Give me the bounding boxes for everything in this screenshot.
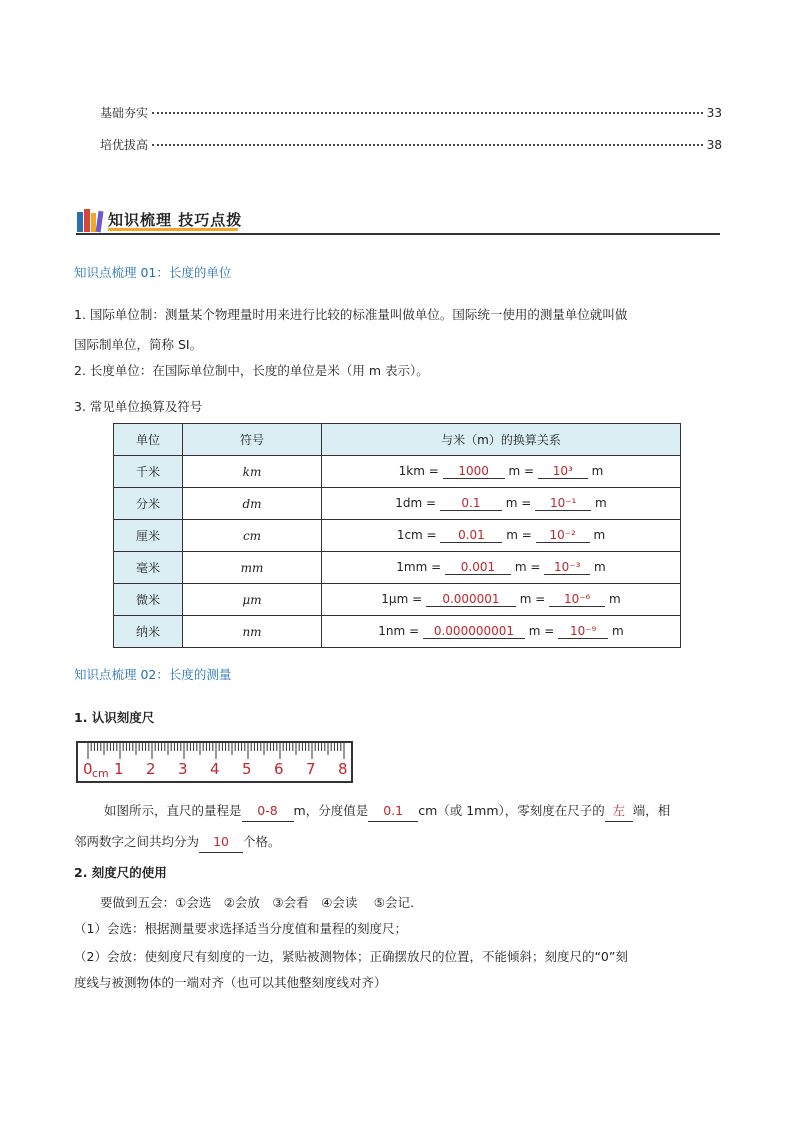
unit-symbol: mm	[183, 552, 322, 584]
unit-table	[113, 423, 681, 648]
table-header-row	[114, 424, 681, 456]
kp1-p3: 3. 常见单位换算及符号	[74, 399, 203, 414]
unit-name: 厘米	[114, 520, 183, 552]
table-row	[114, 520, 681, 552]
ruler-number: 8	[338, 760, 348, 778]
kp2-s2-title: 2. 刻度尺的使用	[74, 865, 167, 880]
ruler-description-line1	[104, 802, 670, 822]
item-1: （1）会选：根据测量要求选择适当分度值和量程的刻度尺；	[74, 921, 407, 936]
conv-suffix: m	[593, 528, 606, 542]
desc-text: m，分度值是	[293, 803, 369, 818]
conv-suffix: m	[609, 592, 621, 606]
conversion	[322, 456, 681, 488]
conv-mid: m =	[508, 464, 534, 478]
conv-suffix: m	[594, 496, 607, 510]
header-conversion: 与米（m）的换算关系	[322, 424, 681, 456]
answer-blank: 10⁻³	[544, 560, 590, 575]
kp1-p2: 2. 长度单位：在国际单位制中，长度的单位是米（用 m 表示）。	[74, 363, 429, 378]
conv-suffix: m	[611, 624, 624, 638]
conversion	[322, 584, 681, 616]
table-row	[114, 552, 681, 584]
answer-blank: 0.1	[440, 496, 502, 511]
unit-symbol: μm	[183, 584, 322, 616]
conv-prefix: 1km =	[398, 464, 439, 478]
conv-prefix: 1cm =	[396, 528, 437, 542]
answer-blank: 0.000001	[426, 592, 516, 607]
header-symbol: 符号	[183, 424, 322, 456]
conversion	[322, 616, 681, 648]
conv-prefix: 1mm =	[396, 560, 442, 574]
unit-symbol: km	[183, 456, 322, 488]
answer-blank: 10⁻⁹	[558, 624, 608, 639]
toc-label: 基础夯实	[100, 106, 149, 120]
answer-blank: 10	[199, 833, 243, 853]
desc-text: 端，相	[632, 803, 671, 818]
answer-blank: 10³	[538, 464, 588, 479]
books-icon	[76, 208, 104, 234]
kp1-p1-line1: 1. 国际单位制：测量某个物理量时用来进行比较的标准量叫做单位。国际统一使用的测量单位就叫做	[74, 307, 628, 322]
desc-text: 如图所示，直尺的量程是	[104, 803, 242, 818]
kp1-heading: 知识点梳理 01：长度的单位	[74, 265, 232, 280]
section-header	[76, 206, 720, 234]
desc-text: 个格。	[243, 834, 281, 849]
ruler-number: 5	[242, 760, 252, 778]
unit-name: 毫米	[114, 552, 183, 584]
ruler-unit: cm	[92, 767, 109, 780]
answer-blank: 0.000000001	[423, 624, 525, 639]
answer-blank: 10⁻²	[536, 528, 590, 543]
conv-mid: m =	[528, 624, 555, 638]
conv-prefix: 1dm =	[395, 496, 437, 510]
unit-name: 纳米	[114, 616, 183, 648]
conv-mid: m =	[505, 496, 532, 510]
toc-label: 培优拔高	[100, 138, 149, 152]
kp1-p1-line2: 国际制单位，简称 SI。	[74, 337, 203, 352]
unit-name: 千米	[114, 456, 183, 488]
conversion	[322, 488, 681, 520]
conversion	[322, 552, 681, 584]
table-row	[114, 456, 681, 488]
header-unit: 单位	[114, 424, 183, 456]
five-skills: 要做到五会：①会选 ②会放 ③会看 ④会读 ⑤会记.	[100, 895, 414, 910]
conv-prefix: 1μm =	[381, 592, 423, 606]
divider	[76, 233, 720, 235]
toc-leader	[152, 144, 703, 146]
answer-blank: 0.01	[440, 528, 502, 543]
conv-prefix: 1nm =	[378, 624, 420, 638]
toc-leader	[152, 112, 703, 114]
unit-name: 微米	[114, 584, 183, 616]
item-2-line2: 度线与被测物体的一端对齐（也可以其他整刻度线对齐）	[74, 975, 387, 990]
conv-mid: m =	[506, 528, 532, 542]
toc-entry[interactable]	[100, 104, 722, 121]
unit-symbol: dm	[183, 488, 322, 520]
kp2-heading: 知识点梳理 02：长度的测量	[74, 667, 232, 682]
table-row	[114, 584, 681, 616]
toc-page: 33	[706, 106, 722, 120]
ruler-number: 3	[178, 760, 188, 778]
section-title: 知识梳理 技巧点拨	[108, 211, 243, 229]
unit-symbol: cm	[183, 520, 322, 552]
ruler-number: 4	[210, 760, 220, 778]
conv-mid: m =	[514, 560, 541, 574]
conv-suffix: m	[591, 464, 604, 478]
table-row	[114, 488, 681, 520]
unit-name: 分米	[114, 488, 183, 520]
ruler-figure	[76, 741, 353, 783]
ruler-number: 2	[146, 760, 156, 778]
ruler-zero: 0	[83, 760, 93, 778]
table-row	[114, 616, 681, 648]
conv-mid: m =	[519, 592, 546, 606]
desc-text: 邻两数字之间共均分为	[74, 834, 200, 849]
conversion	[322, 520, 681, 552]
unit-symbol: nm	[183, 616, 322, 648]
answer-blank: 1000	[443, 464, 505, 479]
ruler-description-line2	[74, 833, 281, 853]
answer-blank: 0.001	[445, 560, 511, 575]
ruler-number: 6	[274, 760, 284, 778]
ruler-number: 1	[114, 760, 124, 778]
kp2-s1-title: 1. 认识刻度尺	[74, 710, 155, 725]
desc-text: cm（或 1mm），零刻度在尺子的	[418, 803, 605, 818]
answer-blank: 左	[605, 802, 633, 822]
answer-blank: 0-8	[242, 802, 294, 822]
ruler-number: 7	[306, 760, 316, 778]
toc-entry[interactable]	[100, 136, 722, 153]
item-2-line1: （2）会放：使刻度尺有刻度的一边，紧贴被测物体；正确摆放尺的位置，不能倾斜；刻度尺的“0”刻	[74, 949, 628, 964]
conv-suffix: m	[594, 560, 606, 574]
answer-blank: 10⁻⁶	[549, 592, 605, 607]
toc-page: 38	[706, 138, 722, 152]
answer-blank: 10⁻¹	[535, 496, 591, 511]
answer-blank: 0.1	[368, 802, 418, 822]
